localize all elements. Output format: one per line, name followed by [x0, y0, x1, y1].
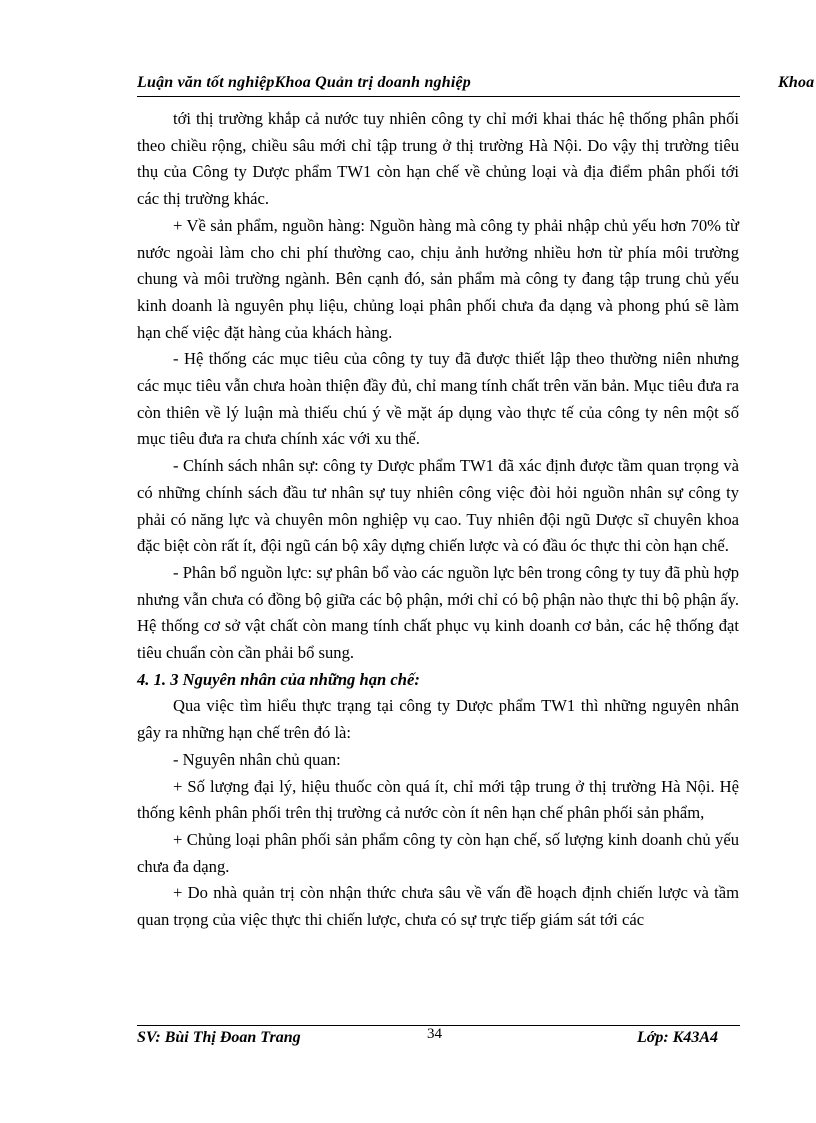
page-number: 34	[427, 1026, 442, 1042]
header-title: Luận văn tốt nghiệpKhoa Quản trị doanh nghiệp	[137, 74, 471, 91]
paragraph: - Hệ thống các mục tiêu của công ty tuy đã được thiết lập theo thường niên nhưng các mục tiêu vẫn chưa hoàn thiện đầy đủ, chỉ mang tính chất trên văn bản. Mục tiêu đưa ra còn thiên về lý luận mà thiếu chú ý về mặt áp dụng vào thực tế của công ty nên một số mục tiêu đưa ra chưa chính xác với xu thế.	[137, 349, 739, 449]
paragraph: - Chính sách nhân sự: công ty Dược phẩm TW1 đã xác định được tầm quan trọng và có những chính sách đầu tư nhân sự tuy nhiên công việc đòi hỏi nguồn nhân sự công ty phải có năng lực và chuyên môn nghiệp vụ cao. Tuy nhiên đội ngũ Dược sĩ chuyên khoa đặc biệt còn rất ít, đội ngũ cán bộ xây dựng chiến lược và có đầu óc thực thi còn hạn chế.	[137, 456, 739, 556]
page-header	[137, 74, 816, 98]
paragraph: + Về sản phẩm, nguồn hàng: Nguồn hàng mà công ty phải nhập chủ yếu hơn 70% từ nước ngoài làm cho chi phí thường cao, chịu ảnh hưởng nhiều hơn từ phía môi trường chung và môi trường ngành. Bên cạnh đó, sản phẩm mà công ty đang tập trung chủ yếu kinh doanh là nguyên phụ liệu, chủng loại phân phối chưa đa dạng và phong phú sẽ làm hạn chế việc đặt hàng của khách hàng.	[137, 215, 739, 342]
paragraph: + Do nhà quản trị còn nhận thức chưa sâu về vấn đề hoạch định chiến lược và tầm quan trọng của việc thực thi chiến lược, chưa có sự trực tiếp giám sát tới các	[137, 883, 739, 930]
paragraph: - Nguyên nhân chủ quan:	[173, 749, 341, 769]
footer-student-name: SV: Bùi Thị Đoan Trang	[137, 1029, 301, 1046]
header-rule	[137, 96, 740, 97]
footer-class: Lớp: K43A4	[637, 1029, 719, 1046]
paragraph: + Số lượng đại lý, hiệu thuốc còn quá ít, chỉ mới tập trung ở thị trường Hà Nội. Hệ thống kênh phân phối trên thị trường cả nước còn ít nên hạn chế phân phối sản phẩm,	[137, 776, 739, 823]
paragraph: - Phân bổ nguồn lực: sự phân bổ vào các nguồn lực bên trong công ty tuy đã phù hợp nhưng vẫn chưa có đồng bộ giữa các bộ phận, mới chỉ có bộ phận nào thực thi bộ phận ấy. Hệ thống cơ sở vật chất còn mang tính chất phục vụ kinh doanh cơ bản, các hệ thống đạt tiêu chuẩn còn cần phải bổ sung.	[137, 562, 739, 663]
paragraph: tới thị trường khắp cả nước tuy nhiên công ty chỉ mới khai thác hệ thống phân phối theo chiều rộng, chiều sâu mới chỉ tập trung ở thị trường Hà Nội. Do vậy thị trường tiêu thụ của Công ty Dược phẩm TW1 còn hạn chế về chủng loại và địa điểm phân phối tới các thị trường khác.	[137, 109, 739, 209]
header-title-overflow: Khoa	[778, 74, 815, 91]
section-heading: 4. 1. 3 Nguyên nhân của những hạn chế:	[137, 669, 420, 689]
document-body	[137, 106, 739, 934]
paragraph: Qua việc tìm hiểu thực trạng tại công ty Dược phẩm TW1 thì những nguyên nhân gây ra những hạn chế trên đó là:	[137, 696, 739, 743]
paragraph: + Chủng loại phân phối sản phẩm công ty còn hạn chế, số lượng kinh doanh chủ yếu chưa đa dạng.	[137, 829, 739, 876]
